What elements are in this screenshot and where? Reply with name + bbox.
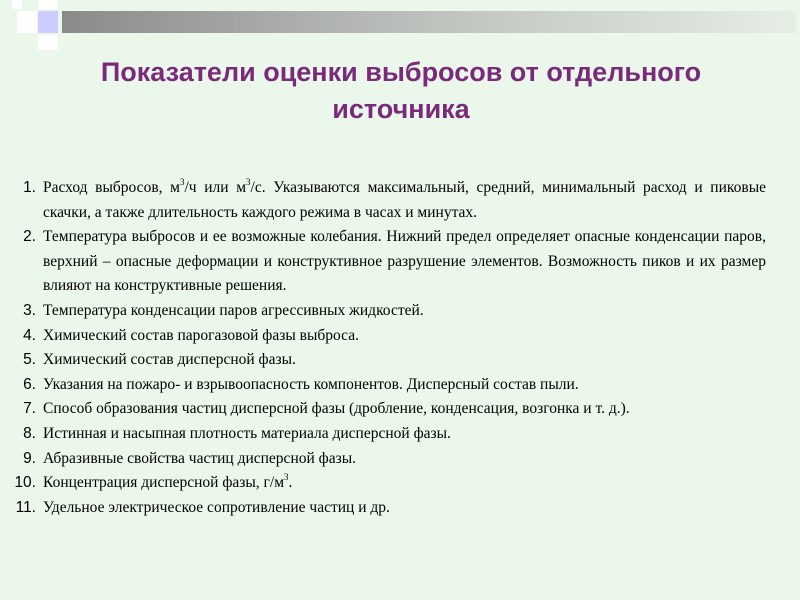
item-text: Расход выбросов, м	[43, 179, 180, 196]
item-text: Истинная и насыпная плотность материала дисперсной фазы.	[43, 424, 451, 442]
list-number: 11.	[15, 498, 36, 516]
list-item	[0, 496, 766, 521]
list-item	[0, 299, 766, 324]
item-text: /ч или м	[184, 179, 247, 196]
list-item	[0, 176, 766, 225]
item-text: Температура выбросов и ее возможные колебания. Нижний предел определяет опасные конденсации паров, верхний – опасные деформации и конструктивное разрушение элементов. Возможность пиков и их размер влияют на конструктивные решения.	[43, 228, 766, 295]
item-text: Химический состав парогазовой фазы выброса.	[43, 326, 359, 344]
decor-square-1	[12, 0, 22, 9]
item-text: Химический состав дисперсной фазы.	[43, 351, 296, 369]
header-gradient-bar	[62, 11, 796, 33]
decor-square-4	[38, 11, 58, 33]
decor-square-5	[38, 35, 58, 50]
superscript: 3	[246, 177, 251, 187]
list-item	[0, 225, 766, 299]
item-text: /с. Указываются максимальный, средний, минимальный расход и пиковые скачки, а также длительность каждого режима в часах и минутах.	[43, 179, 766, 221]
superscript: 3	[179, 177, 185, 187]
item-text: Удельное электрическое сопротивление частиц и др.	[43, 498, 390, 516]
list-item	[0, 447, 766, 472]
list-number: 2.	[23, 228, 36, 246]
item-text: Абразивные свойства частиц дисперсной фазы.	[43, 449, 356, 467]
decor-square-3	[17, 11, 37, 33]
list-number: 10.	[14, 474, 36, 492]
list-number: 3.	[23, 301, 36, 319]
list-number: 9.	[23, 449, 36, 467]
item-text: Способ образования частиц дисперсной фазы (дробление, конденсация, возгонка и т. д.).	[43, 400, 630, 418]
slide-title: Показатели оценки выбросов от отдельного источника	[100, 57, 702, 124]
list-number: 7.	[23, 400, 36, 418]
list-item	[0, 373, 766, 398]
list-item	[0, 324, 766, 349]
item-text: Температура конденсации паров агрессивных жидкостей.	[43, 301, 424, 319]
list-number: 8.	[23, 424, 36, 442]
item-text: Указания на пожаро- и взрывоопасность компонентов. Дисперсный состав пыли.	[43, 375, 579, 393]
superscript: 3	[284, 472, 289, 483]
item-text: .	[288, 474, 293, 492]
list-item	[0, 397, 766, 422]
list-item	[0, 471, 766, 496]
item-text: Концентрация дисперсной фазы, г/м	[43, 474, 285, 492]
indicator-list	[0, 176, 800, 520]
list-number: 4.	[23, 326, 36, 344]
list-number: 5.	[23, 351, 36, 369]
decor-square-2	[38, 0, 58, 9]
list-number: 1.	[23, 179, 36, 196]
list-item	[0, 422, 766, 447]
list-item	[0, 348, 766, 373]
list-number: 6.	[23, 375, 36, 393]
